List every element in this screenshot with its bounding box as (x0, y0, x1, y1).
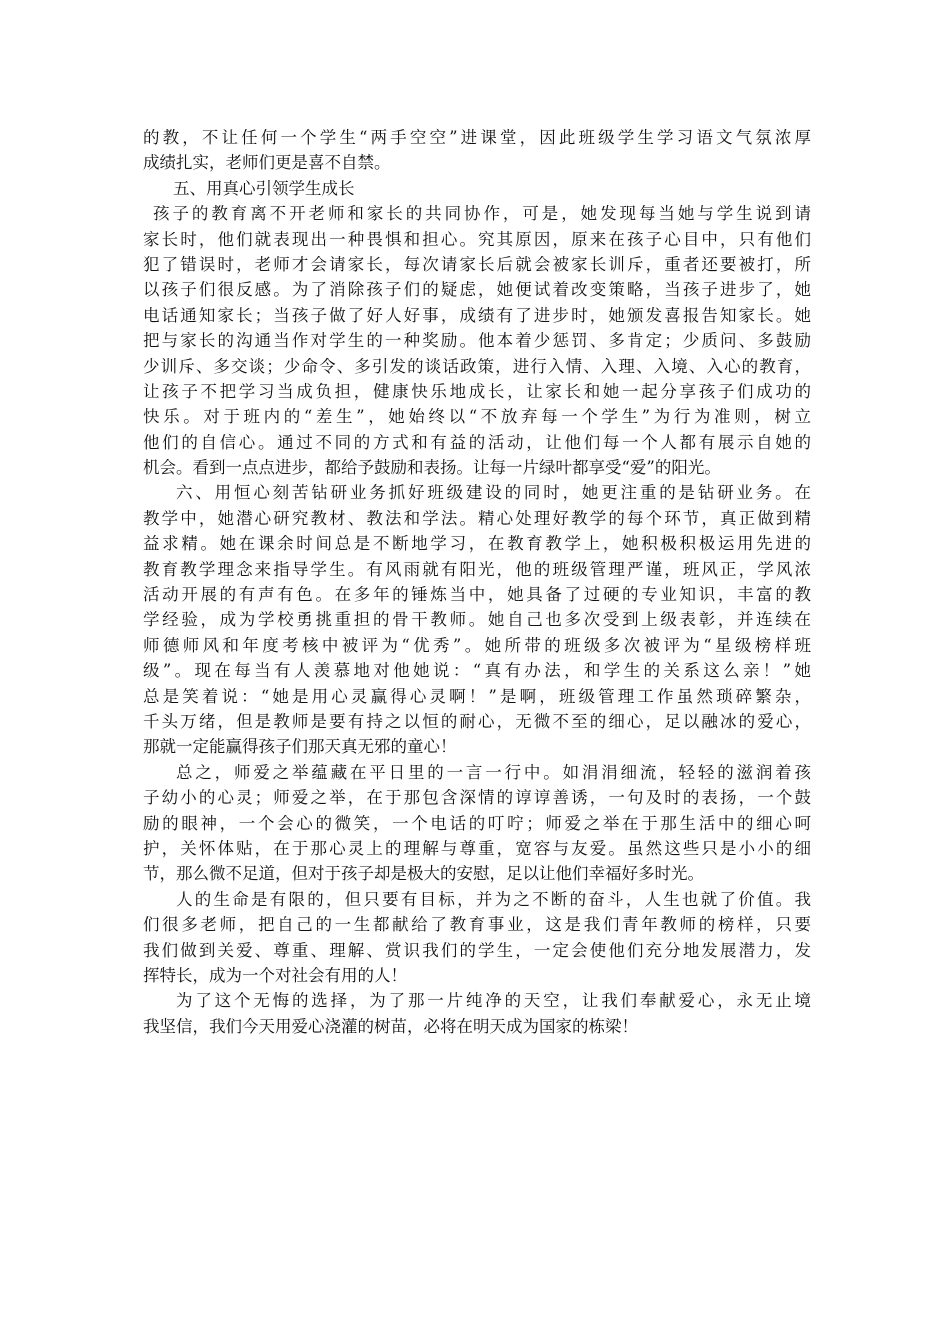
text-line: 益求精。她在课余时间总是不断地学习，在教育教学上，她积极积极运用先进的 (143, 534, 811, 554)
text-line: 教育教学理念来指导学生。有风雨就有阳光，他的班级管理严谨，班风正，学风浓 (143, 559, 811, 579)
text-line: 少训斥、多交谈；少命令、多引发的谈话政策，进行入情、入理、入境、入心的教育， (143, 356, 811, 376)
text-line: 节，那么微不足道，但对于孩子却是极大的安慰，足以让他们幸福好多时光。 (143, 864, 704, 884)
text-line: 级”。现在每当有人羡慕地对他她说：“真有办法，和学生的关系这么亲！”她 (143, 661, 811, 681)
text-line: 家长时，他们就表现出一种畏惧和担心。究其原因，原来在孩子心目中，只有他们 (143, 229, 811, 249)
text-line: 机会。看到一点点进步，都给予鼓励和表扬。让每一片绿叶都享受“爱”的阳光。 (143, 458, 721, 478)
text-line: 以孩子们很反感。为了消除孩子们的疑虑，她便试着改变策略，当孩子进步了，她 (143, 280, 811, 300)
text-line: 励的眼神，一个会心的微笑，一个电话的叮咛；师爱之举在于那生活中的细心呵 (143, 813, 811, 833)
text-line: 师德师风和年度考核中被评为“优秀”。她所带的班级多次被评为“星级榜样班 (143, 635, 811, 655)
text-line: 我们做到关爱、尊重、理解、赏识我们的学生，一定会使他们充分地发展潜力，发 (143, 940, 811, 960)
text-line: 快乐。对于班内的“差生”，她始终以“不放弃每一个学生”为行为准则，树立 (143, 407, 811, 427)
document-body (143, 125, 811, 1039)
text-line: 为了这个无悔的选择，为了那一片纯净的天空，让我们奉献爱心，永无止境 (176, 991, 811, 1011)
text-line: 子幼小的心灵；师爱之举，在于那包含深情的谆谆善诱，一句及时的表扬，一个鼓 (143, 788, 811, 808)
text-line: 学经验，成为学校勇挑重担的骨干教师。她自己也多次受到上级表彰，并连续在 (143, 610, 811, 630)
text-line: 那就一定能赢得孩子们那天真无邪的童心！ (143, 737, 457, 757)
text-line: 教学中，她潜心研究教材、教法和学法。精心处理好教学的每个环节，真正做到精 (143, 508, 811, 528)
text-line: 犯了错误时，老师才会请家长，每次请家长后就会被家长训斥，重者还要被打，所 (143, 254, 811, 274)
text-line: 挥特长，成为一个对社会有用的人！ (143, 965, 407, 985)
text-line: 们很多老师，把自己的一生都献给了教育事业，这是我们青年教师的榜样，只要 (143, 915, 811, 935)
text-line: 电话通知家长；当孩子做了好人好事，成绩有了进步时，她颁发喜报告知家长。她 (143, 305, 811, 325)
text-line: 护，关怀体贴，在于那心灵上的理解与尊重，宽容与友爱。虽然这些只是小小的细 (143, 838, 811, 858)
text-line: 把与家长的沟通当作对学生的一种奖励。他本着少惩罚、多肯定；少质问、多鼓励 (143, 331, 811, 351)
text-line: 我坚信，我们今天用爱心浇灌的树苗，必将在明天成为国家的栋梁！ (143, 1016, 638, 1036)
text-line: 人的生命是有限的，但只要有目标，并为之不断的奋斗，人生也就了价值。我 (176, 889, 811, 909)
text-line: 总之，师爱之举蕴藏在平日里的一言一行中。如涓涓细流，轻轻的滋润着孩 (176, 762, 811, 782)
text-line: 六、用恒心刻苦钻研业务抓好班级建设的同时，她更注重的是钻研业务。在 (176, 483, 811, 503)
document-page (143, 125, 811, 1039)
text-line: 成绩扎实，老师们更是喜不自禁。 (143, 153, 391, 173)
text-line: 的教，不让任何一个学生“两手空空”进课堂，因此班级学生学习语文气氛浓厚 (143, 128, 811, 147)
text-line: 五、用真心引领学生成长 (173, 178, 355, 198)
text-line: 活动开展的有声有色。在多年的锤炼当中，她具备了过硬的专业知识，丰富的教 (143, 585, 811, 605)
text-line: 他们的自信心。通过不同的方式和有益的活动，让他们每一个人都有展示自她的 (143, 432, 811, 452)
text-line: 孩子的教育离不开老师和家长的共同协作，可是，她发现每当她与学生说到请 (153, 204, 811, 224)
text-line: 让孩子不把学习当成负担，健康快乐地成长，让家长和她一起分享孩子们成功的 (143, 381, 811, 401)
text-line: 千头万绪，但是教师是要有持之以恒的耐心，无微不至的细心，足以融冰的爱心， (143, 711, 811, 731)
text-line: 总是笑着说：“她是用心灵赢得心灵啊！”是啊，班级管理工作虽然琐碎繁杂， (143, 686, 811, 706)
